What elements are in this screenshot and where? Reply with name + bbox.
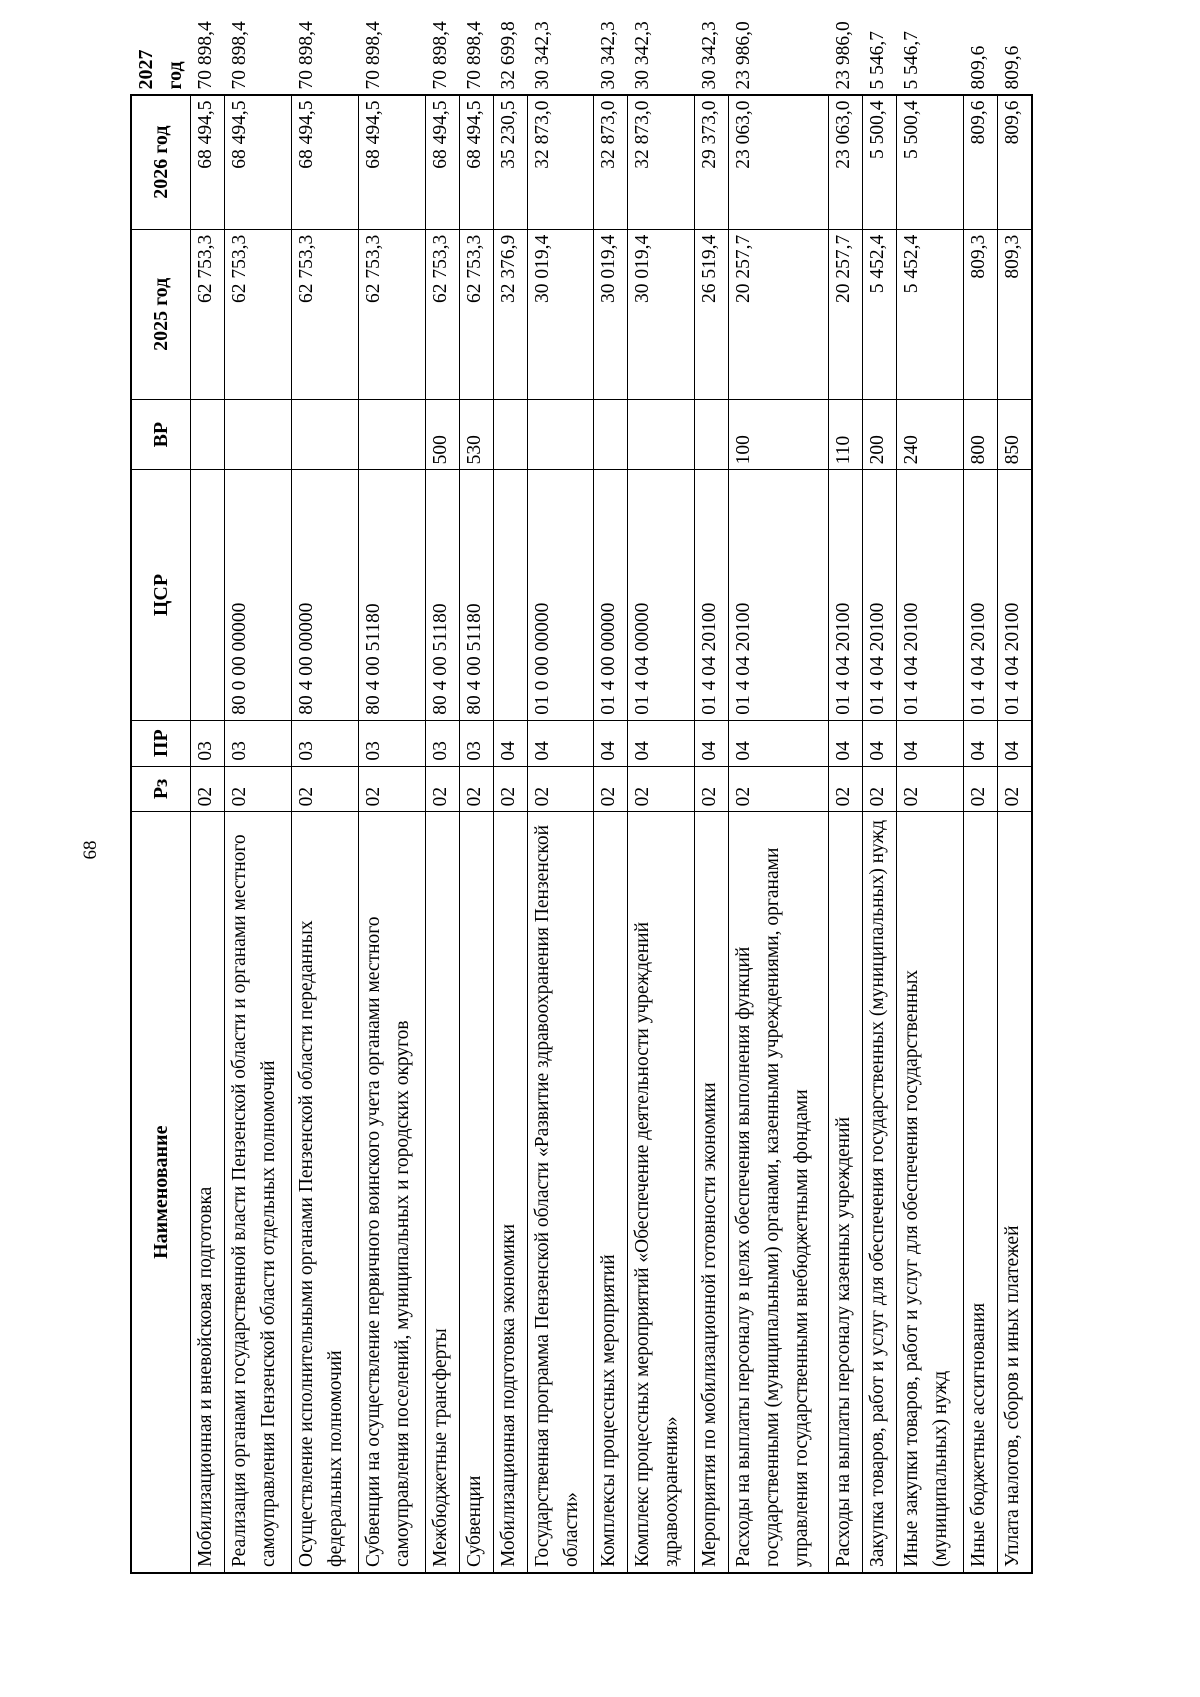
cell-rz: 02 <box>863 766 897 812</box>
cell-vr <box>594 399 628 469</box>
cell-name: Иные бюджетные ассигнования <box>963 812 997 1573</box>
cell-2026: 68 494,5 <box>291 95 358 229</box>
cell-name: Осуществление исполнительными органами Пензенской области переданных федеральных полномочий <box>291 812 358 1573</box>
cell-rz: 02 <box>729 766 829 812</box>
cell-2025: 62 753,3 <box>425 229 459 399</box>
page-number: 68 <box>80 840 101 860</box>
cell-rz: 02 <box>291 766 358 812</box>
header-name: Наименование <box>131 812 191 1573</box>
cell-2026: 68 494,5 <box>225 95 292 229</box>
cell-csr: 01 4 04 00000 <box>628 470 695 720</box>
table-row: Уплата налогов, сборов и иных платежей 02 04 01 4 04 20100 850 809,3 809,6 809,6 <box>997 95 1032 1573</box>
cell-csr: 80 0 00 00000 <box>225 470 292 720</box>
cell-2025: 62 753,3 <box>291 229 358 399</box>
cell-rz: 02 <box>963 766 997 812</box>
cell-2026: 68 494,5 <box>459 95 493 229</box>
cell-rz: 02 <box>628 766 695 812</box>
cell-2025: 30 019,4 <box>527 229 594 399</box>
cell-csr: 80 4 00 51180 <box>358 470 425 720</box>
table-row: Мероприятия по мобилизационной готовности экономики 02 04 01 4 04 20100 26 519,4 29 373,0 30 342,3 <box>695 95 729 1573</box>
cell-pr: 04 <box>695 720 729 766</box>
cell-2026: 32 873,0 <box>628 95 695 229</box>
cell-vr <box>695 399 729 469</box>
cell-rz: 02 <box>897 766 964 812</box>
cell-name: Государственная программа Пензенской области «Развитие здравоохранения Пензенской области» <box>527 812 594 1573</box>
cell-name: Расходы на выплаты персоналу в целях обеспечения выполнения функций государственными (муниципальными) органами, казенными учреждениями, органами управления государственными внебюджетными фондами <box>729 812 829 1573</box>
cell-vr <box>291 399 358 469</box>
table-row: Государственная программа Пензенской области «Развитие здравоохранения Пензенской области» 02 04 01 0 00 00000 30 019,4 32 873,0 30 342,3 <box>527 95 594 1573</box>
cell-name: Уплата налогов, сборов и иных платежей <box>997 812 1032 1573</box>
table-row: Мобилизационная и вневойсковая подготовка 02 03 62 753,3 68 494,5 70 898,4 <box>191 95 225 1573</box>
table-row: Комплекс процессных мероприятий «Обеспечение деятельности учреждений здравоохранения» 02 04 01 4 04 00000 30 019,4 32 873,0 30 342,3 <box>628 95 695 1573</box>
cell-name: Мобилизационная подготовка экономики <box>493 812 527 1573</box>
cell-name: Мероприятия по мобилизационной готовности экономики <box>695 812 729 1573</box>
cell-csr: 80 4 00 51180 <box>425 470 459 720</box>
header-pr: ПР <box>131 720 191 766</box>
cell-2025: 62 753,3 <box>191 229 225 399</box>
cell-vr: 110 <box>829 399 863 469</box>
cell-2026: 809,6 <box>997 95 1032 229</box>
cell-vr <box>225 399 292 469</box>
cell-vr: 850 <box>997 399 1032 469</box>
cell-rz: 02 <box>527 766 594 812</box>
cell-csr: 01 4 04 20100 <box>997 470 1032 720</box>
cell-name: Субвенции <box>459 812 493 1573</box>
cell-pr: 03 <box>425 720 459 766</box>
cell-2025: 809,3 <box>963 229 997 399</box>
cell-name: Расходы на выплаты персоналу казенных учреждений <box>829 812 863 1573</box>
cell-vr: 200 <box>863 399 897 469</box>
cell-csr: 80 4 00 00000 <box>291 470 358 720</box>
cell-vr <box>191 399 225 469</box>
cell-vr <box>493 399 527 469</box>
cell-pr: 04 <box>594 720 628 766</box>
table-row: Реализация органами государственной власти Пензенской области и органами местного самоуправления Пензенской области отдельных полномочий 02 03 80 0 00 00000 62 753,3 68 494,5 70 898,4 <box>225 95 292 1573</box>
cell-rz: 02 <box>358 766 425 812</box>
cell-2025: 5 452,4 <box>897 229 964 399</box>
cell-rz: 02 <box>225 766 292 812</box>
cell-2025: 32 376,9 <box>493 229 527 399</box>
cell-rz: 02 <box>191 766 225 812</box>
cell-pr: 03 <box>191 720 225 766</box>
cell-pr: 04 <box>963 720 997 766</box>
cell-2025: 20 257,7 <box>729 229 829 399</box>
cell-csr <box>191 470 225 720</box>
cell-2025: 26 519,4 <box>695 229 729 399</box>
table-row: Комплексы процессных мероприятий 02 04 01 4 00 00000 30 019,4 32 873,0 30 342,3 <box>594 95 628 1573</box>
cell-2025: 20 257,7 <box>829 229 863 399</box>
cell-rz: 02 <box>493 766 527 812</box>
cell-csr: 01 4 04 20100 <box>829 470 863 720</box>
table-row: Субвенции 02 03 80 4 00 51180 530 62 753,3 68 494,5 70 898,4 <box>459 95 493 1573</box>
header-2025: 2025 год <box>131 229 191 399</box>
table-row: Иные закупки товаров, работ и услуг для обеспечения государственных (муниципальных) нужд 02 04 01 4 04 20100 240 5 452,4 5 500,4 5 546,7 <box>897 95 964 1573</box>
table-row: Осуществление исполнительными органами Пензенской области переданных федеральных полномочий 02 03 80 4 00 00000 62 753,3 68 494,5 70 898,4 <box>291 95 358 1573</box>
cell-vr: 530 <box>459 399 493 469</box>
table-row: Мобилизационная подготовка экономики 02 04 32 376,9 35 230,5 32 699,8 <box>493 95 527 1573</box>
cell-pr: 04 <box>493 720 527 766</box>
cell-vr: 240 <box>897 399 964 469</box>
table-row: Закупка товаров, работ и услуг для обеспечения государственных (муниципальных) нужд 02 04 01 4 04 20100 200 5 452,4 5 500,4 5 546,7 <box>863 95 897 1573</box>
cell-csr: 01 4 04 20100 <box>729 470 829 720</box>
cell-vr <box>527 399 594 469</box>
cell-2026: 68 494,5 <box>358 95 425 229</box>
table-row: Иные бюджетные ассигнования 02 04 01 4 04 20100 800 809,3 809,6 809,6 <box>963 95 997 1573</box>
cell-2026: 35 230,5 <box>493 95 527 229</box>
cell-2025: 62 753,3 <box>358 229 425 399</box>
cell-rz: 02 <box>829 766 863 812</box>
cell-pr: 03 <box>225 720 292 766</box>
header-rz: Рз <box>131 766 191 812</box>
rotated-table-container <box>130 21 1033 1574</box>
cell-csr: 01 4 04 20100 <box>695 470 729 720</box>
cell-rz: 02 <box>997 766 1032 812</box>
cell-name: Мобилизационная и вневойсковая подготовка <box>191 812 225 1573</box>
cell-rz: 02 <box>459 766 493 812</box>
cell-2026: 809,6 <box>963 95 997 229</box>
cell-vr <box>628 399 695 469</box>
cell-pr: 04 <box>527 720 594 766</box>
cell-name: Комплексы процессных мероприятий <box>594 812 628 1573</box>
cell-vr: 100 <box>729 399 829 469</box>
table-header-row: Наименование Рз ПР ЦСР ВР 2025 год 2026 год 2027 год <box>131 95 191 1573</box>
header-vr: ВР <box>131 399 191 469</box>
cell-pr: 03 <box>459 720 493 766</box>
cell-2026: 5 500,4 <box>863 95 897 229</box>
cell-vr <box>358 399 425 469</box>
cell-csr: 01 4 04 20100 <box>897 470 964 720</box>
cell-csr: 01 0 00 00000 <box>527 470 594 720</box>
header-csr: ЦСР <box>131 470 191 720</box>
table-row: Расходы на выплаты персоналу казенных учреждений 02 04 01 4 04 20100 110 20 257,7 23 063,0 23 986,0 <box>829 95 863 1573</box>
cell-pr: 04 <box>628 720 695 766</box>
cell-vr: 500 <box>425 399 459 469</box>
cell-name: Комплекс процессных мероприятий «Обеспечение деятельности учреждений здравоохранения» <box>628 812 695 1573</box>
header-2026: 2026 год <box>131 95 191 229</box>
cell-name: Иные закупки товаров, работ и услуг для обеспечения государственных (муниципальных) нужд <box>897 812 964 1573</box>
cell-2026: 32 873,0 <box>527 95 594 229</box>
table-row: Расходы на выплаты персоналу в целях обеспечения выполнения функций государственными (муниципальными) органами, казенными учреждениями, органами управления государственными внебюджетными фондами 02 04 01 4 04 20100 100 20 257,7 23 063,0 23 986,0 <box>729 95 829 1573</box>
cell-2026: 68 494,5 <box>191 95 225 229</box>
cell-name: Закупка товаров, работ и услуг для обеспечения государственных (муниципальных) нужд <box>863 812 897 1573</box>
cell-2025: 30 019,4 <box>594 229 628 399</box>
cell-csr: 01 4 04 20100 <box>863 470 897 720</box>
cell-name: Реализация органами государственной власти Пензенской области и органами местного самоуправления Пензенской области отдельных полномочий <box>225 812 292 1573</box>
budget-table <box>130 21 1033 1574</box>
cell-2026: 23 063,0 <box>729 95 829 229</box>
cell-vr: 800 <box>963 399 997 469</box>
cell-2026: 23 063,0 <box>829 95 863 229</box>
table-row: Межбюджетные трансферты 02 03 80 4 00 51180 500 62 753,3 68 494,5 70 898,4 <box>425 95 459 1573</box>
cell-csr <box>493 470 527 720</box>
cell-rz: 02 <box>695 766 729 812</box>
cell-name: Субвенции на осуществление первичного воинского учета органами местного самоуправления поселений, муниципальных и городских округов <box>358 812 425 1573</box>
cell-csr: 01 4 04 20100 <box>963 470 997 720</box>
cell-2025: 809,3 <box>997 229 1032 399</box>
cell-2025: 5 452,4 <box>863 229 897 399</box>
cell-pr: 04 <box>729 720 829 766</box>
cell-2026: 32 873,0 <box>594 95 628 229</box>
cell-2026: 68 494,5 <box>425 95 459 229</box>
table-body <box>191 21 1033 1573</box>
cell-pr: 04 <box>829 720 863 766</box>
cell-csr: 01 4 00 00000 <box>594 470 628 720</box>
cell-pr: 04 <box>863 720 897 766</box>
cell-2025: 30 019,4 <box>628 229 695 399</box>
cell-2026: 29 373,0 <box>695 95 729 229</box>
cell-rz: 02 <box>594 766 628 812</box>
cell-csr: 80 4 00 51180 <box>459 470 493 720</box>
cell-pr: 03 <box>291 720 358 766</box>
cell-pr: 04 <box>897 720 964 766</box>
cell-2025: 62 753,3 <box>459 229 493 399</box>
table-row: Субвенции на осуществление первичного воинского учета органами местного самоуправления поселений, муниципальных и городских округов 02 03 80 4 00 51180 62 753,3 68 494,5 70 898,4 <box>358 95 425 1573</box>
cell-pr: 03 <box>358 720 425 766</box>
cell-2025: 62 753,3 <box>225 229 292 399</box>
cell-2026: 5 500,4 <box>897 95 964 229</box>
cell-pr: 04 <box>997 720 1032 766</box>
cell-name: Межбюджетные трансферты <box>425 812 459 1573</box>
cell-rz: 02 <box>425 766 459 812</box>
